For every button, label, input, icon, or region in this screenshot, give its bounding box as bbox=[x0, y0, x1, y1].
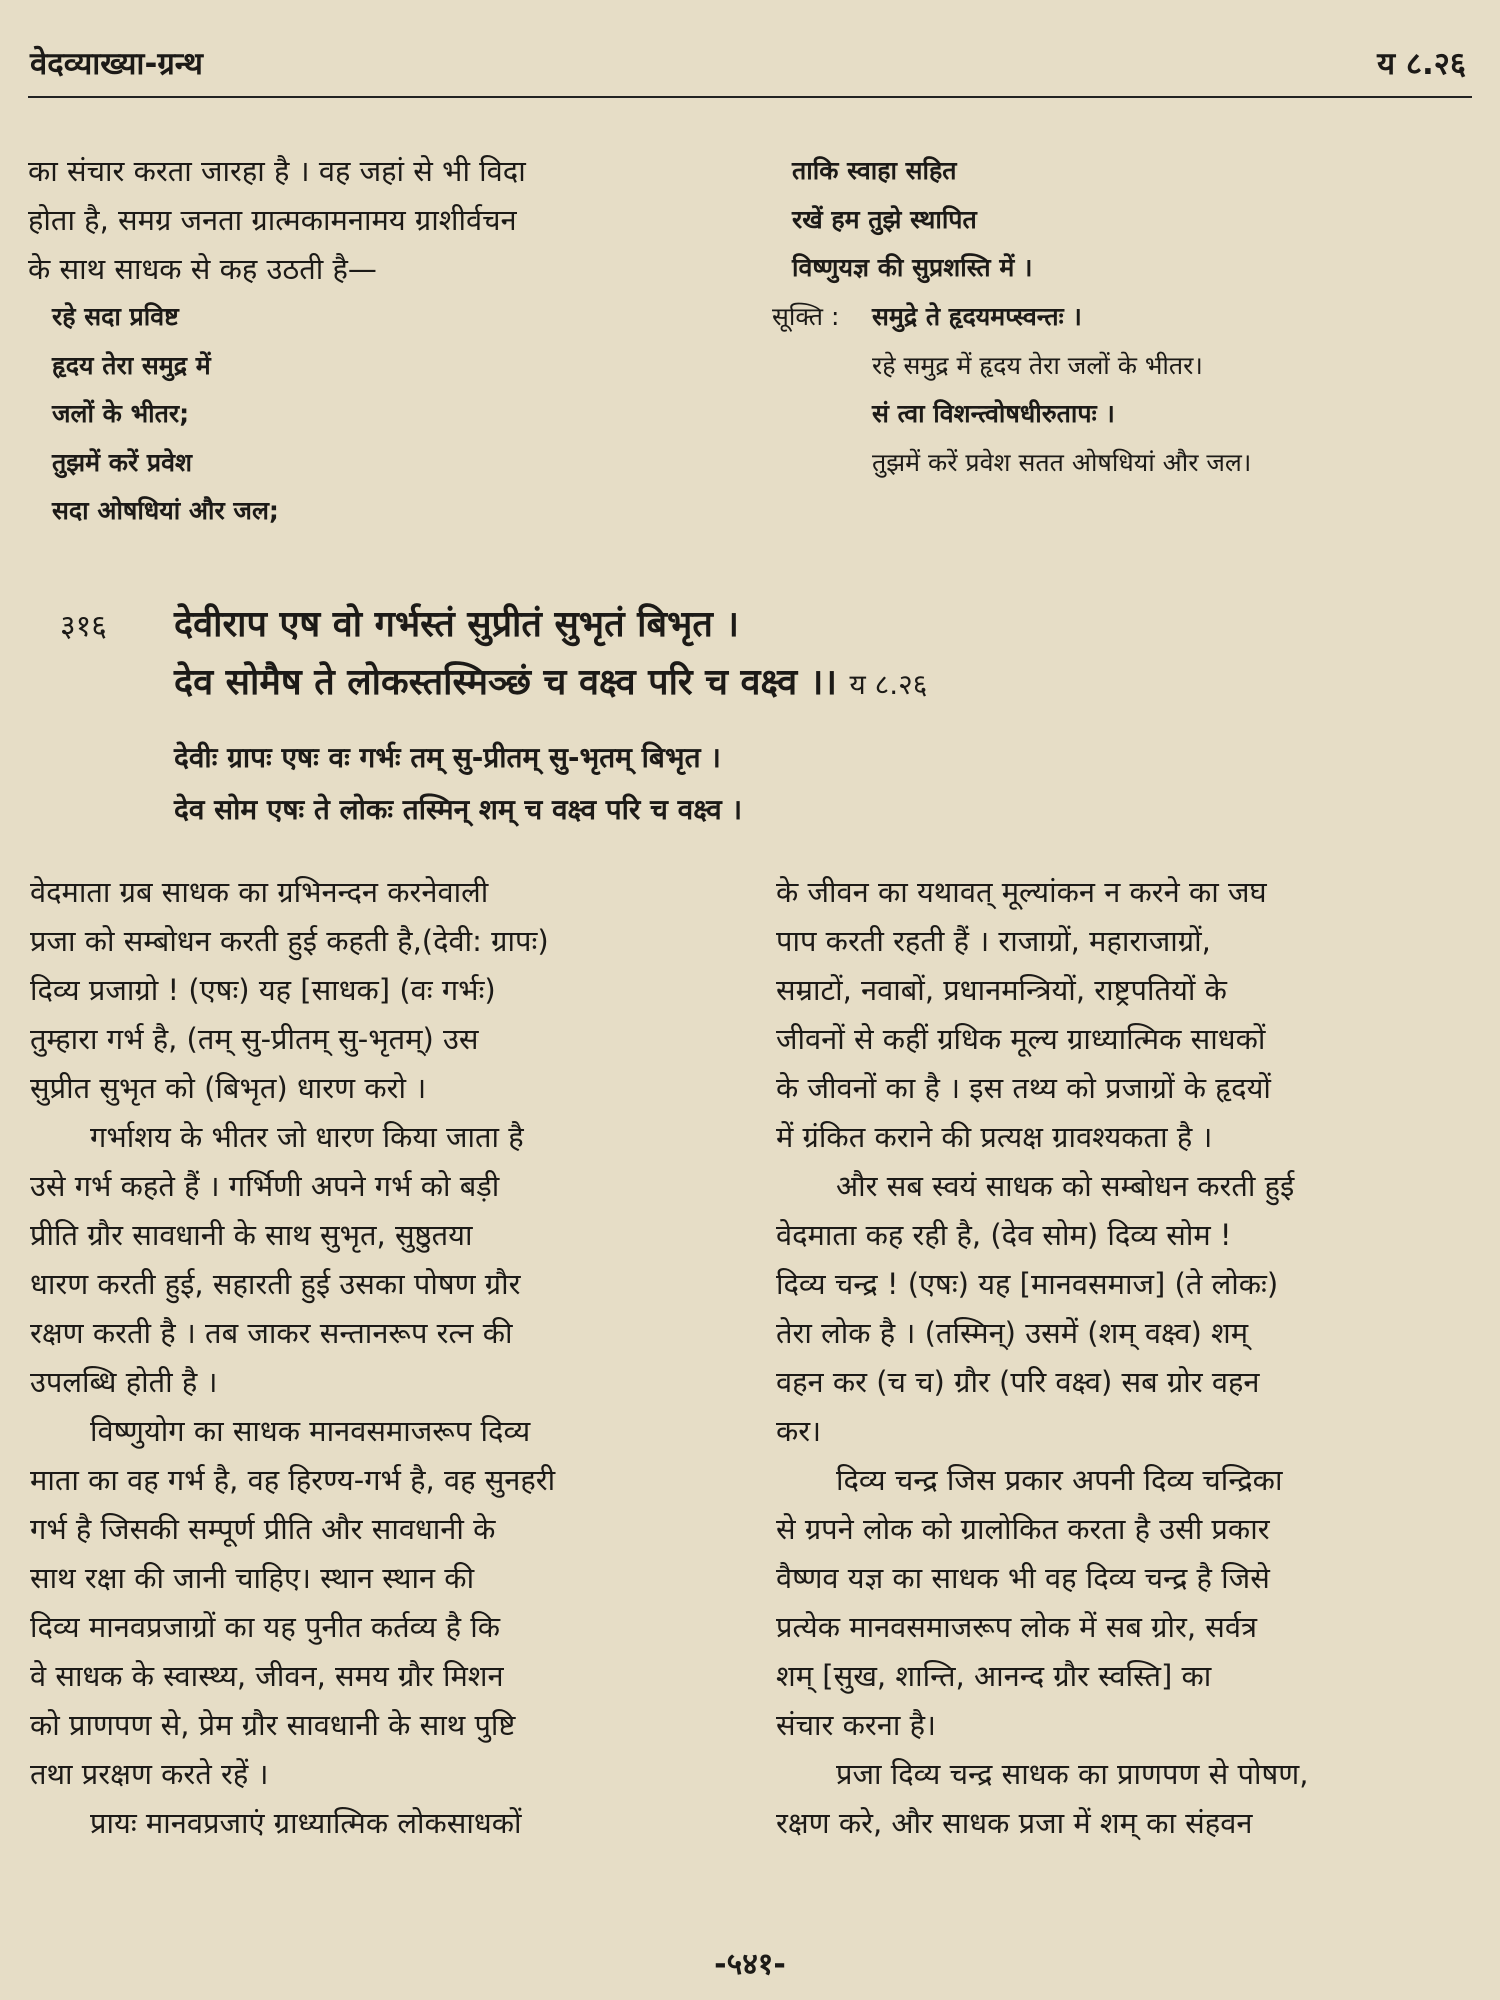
commentary-line: रक्षण करे, और साधक प्रजा में शम् का संहवन bbox=[776, 1806, 1253, 1840]
verse-line: रहे सदा प्रविष्ट bbox=[52, 302, 179, 331]
verse-line: ताकि स्वाहा सहित bbox=[792, 156, 957, 185]
commentary-line: वहन कर (च च) ग्रौर (परि वक्ष्व) सब ग्रोर वहन bbox=[776, 1365, 1260, 1399]
commentary-line: संचार करना है। bbox=[776, 1708, 936, 1742]
prose-line: के साथ साधक से कह उठती है— bbox=[28, 252, 377, 286]
commentary-line: तथा प्ररक्षण करते रहें । bbox=[30, 1757, 269, 1791]
padapatha-line-2: देव सोम एषः ते लोकः तस्मिन् शम् च वक्ष्व परि च वक्ष्व । bbox=[174, 793, 743, 826]
mantra-line-2: देव सोमैष ते लोकस्तस्मिञ्छं च वक्ष्व परि च वक्ष्व ।। bbox=[174, 662, 837, 703]
commentary-line: तुम्हारा गर्भ है, (तम् सु-प्रीतम् सु-भृतम्) उस bbox=[30, 1022, 479, 1056]
commentary-line: सम्राटों, नवाबों, प्रधानमन्त्रियों, राष्ट्रपतियों के bbox=[776, 973, 1227, 1007]
sukti-block bbox=[772, 293, 1251, 487]
commentary-line: साथ रक्षा की जानी चाहिए। स्थान स्थान की bbox=[30, 1561, 475, 1595]
commentary-line: पाप करती रहती हैं । राजाग्रों, महाराजाग्रों, bbox=[776, 924, 1211, 958]
mantra-line-1: देवीराप एष वो गर्भस्तं सुप्रीतं सुभृतं बिभृत । bbox=[174, 604, 740, 645]
commentary-line: वेदमाता ग्रब साधक का ग्रभिनन्दन करनेवाली bbox=[30, 875, 489, 909]
commentary-line: दिव्य प्रजाग्रो ! (एषः) यह [साधक] (वः गर्भः) bbox=[30, 973, 496, 1007]
commentary-line: कर। bbox=[776, 1414, 822, 1448]
prose-line: का संचार करता जारहा है । वह जहां से भी विदा bbox=[28, 154, 526, 188]
commentary-line: गर्भाशय के भीतर जो धारण किया जाता है bbox=[90, 1120, 524, 1154]
running-header-reference: य ८.२६ bbox=[1377, 46, 1466, 82]
sukti-label: सूक्ति : bbox=[772, 302, 840, 331]
commentary-line: माता का वह गर्भ है, वह हिरण्य-गर्भ है, वह सुनहरी bbox=[30, 1463, 556, 1497]
right-verse-block bbox=[790, 147, 1033, 293]
running-header-title: वेदव्याख्या-ग्रन्थ bbox=[30, 46, 203, 82]
top-left-prose bbox=[28, 147, 728, 294]
header-rule bbox=[28, 96, 1472, 98]
sukti-translation: तुझमें करें प्रवेश सतत ओषधियां और जल। bbox=[872, 447, 1252, 477]
commentary-line: दिव्य चन्द्र ! (एषः) यह [मानवसमाज] (ते लोकः) bbox=[776, 1267, 1279, 1301]
commentary-line: में ग्रंकित कराने की प्रत्यक्ष ग्रावश्यकता है । bbox=[776, 1120, 1213, 1154]
commentary-line: दिव्य चन्द्र जिस प्रकार अपनी दिव्य चन्द्रिका bbox=[836, 1463, 1283, 1497]
verse-line: तुझमें करें प्रवेश bbox=[52, 447, 193, 477]
commentary-line: विष्णुयोग का साधक मानवसमाजरूप दिव्य bbox=[90, 1414, 531, 1448]
mantra-number: ३१६ bbox=[60, 609, 107, 644]
prose-line: होता है, समग्र जनता ग्रात्मकामनामय ग्राशीर्वचन bbox=[28, 203, 517, 237]
commentary-line: प्रायः मानवप्रजाएं ग्राध्यात्मिक लोकसाधकों bbox=[90, 1806, 522, 1840]
sukti-sanskrit: समुद्रे ते हृदयमप्स्वन्तः । bbox=[872, 302, 1082, 331]
verse-line: जलों के भीतर; bbox=[52, 399, 190, 428]
padapatha-line-1: देवीः ग्रापः एषः वः गर्भः तम् सु-प्रीतम् सु-भृतम् बिभृत । bbox=[174, 741, 721, 774]
commentary-line: उपलब्धि होती है । bbox=[30, 1365, 218, 1399]
commentary-line: प्रीति ग्रौर सावधानी के साथ सुभृत, सुष्ठुतया bbox=[30, 1218, 473, 1252]
commentary-line: वेदमाता कह रही है, (देव सोम) दिव्य सोम ! bbox=[776, 1218, 1232, 1252]
commentary-line: से ग्रपने लोक को ग्रालोकित करता है उसी प्रकार bbox=[776, 1512, 1270, 1546]
commentary-line: रक्षण करती है । तब जाकर सन्तानरूप रत्न की bbox=[30, 1316, 513, 1350]
page-number: -५४१- bbox=[714, 1947, 786, 1982]
commentary-line: दिव्य मानवप्रजाग्रों का यह पुनीत कर्तव्य है कि bbox=[30, 1610, 500, 1644]
verse-line: विष्णुयज्ञ की सुप्रशस्ति में । bbox=[792, 253, 1033, 282]
verse-line: हृदय तेरा समुद्र में bbox=[52, 350, 211, 380]
sukti-translation: रहे समुद्र में हृदय तेरा जलों के भीतर। bbox=[872, 350, 1203, 380]
commentary-line: और सब स्वयं साधक को सम्बोधन करती हुई bbox=[836, 1169, 1295, 1203]
left-commentary-column bbox=[30, 868, 736, 1848]
verse-line: रखें हम तुझे स्थापित bbox=[792, 204, 977, 234]
commentary-line: वे साधक के स्वास्थ्य, जीवन, समय ग्रौर मिशन bbox=[30, 1659, 504, 1693]
commentary-line: जीवनों से कहीं ग्रधिक मूल्य ग्राध्यात्मिक साधकों bbox=[776, 1022, 1266, 1056]
commentary-line: प्रजा दिव्य चन्द्र साधक का प्राणपण से पोषण, bbox=[836, 1757, 1309, 1791]
commentary-line: के जीवन का यथावत् मूल्यांकन न करने का जघ bbox=[776, 875, 1267, 909]
commentary-line: वैष्णव यज्ञ का साधक भी वह दिव्य चन्द्र है जिसे bbox=[776, 1561, 1270, 1595]
commentary-line: उसे गर्भ कहते हैं । गर्भिणी अपने गर्भ को बड़ी bbox=[30, 1169, 500, 1203]
commentary-line: को प्राणपण से, प्रेम ग्रौर सावधानी के साथ पुष्टि bbox=[30, 1708, 516, 1742]
commentary-line: धारण करती हुई, सहारती हुई उसका पोषण ग्रौर bbox=[30, 1267, 521, 1301]
padapatha bbox=[174, 732, 742, 836]
left-verse-block bbox=[52, 293, 279, 536]
commentary-line: के जीवनों का है । इस तथ्य को प्रजाग्रों के हृदयों bbox=[776, 1071, 1271, 1105]
commentary-line: शम् [सुख, शान्ति, आनन्द ग्रौर स्वस्ति] का bbox=[776, 1659, 1212, 1693]
mantra-reference: य ८.२६ bbox=[849, 668, 928, 701]
mantra-text bbox=[174, 596, 927, 714]
commentary-line: प्रजा को सम्बोधन करती हुई कहती है,(देवी: ग्रापः) bbox=[30, 924, 549, 958]
verse-line: सदा ओषधियां और जल; bbox=[52, 496, 279, 525]
commentary-line: तेरा लोक है । (तस्मिन्) उसमें (शम् वक्ष्व) शम् bbox=[776, 1316, 1249, 1350]
right-commentary-column bbox=[776, 868, 1476, 1848]
sukti-sanskrit: सं त्वा विशन्त्वोषधीरुतापः । bbox=[872, 399, 1115, 428]
commentary-line: गर्भ है जिसकी सम्पूर्ण प्रीति और सावधानी के bbox=[30, 1512, 496, 1546]
commentary-line: प्रत्येक मानवसमाजरूप लोक में सब ग्रोर, सर्वत्र bbox=[776, 1610, 1257, 1644]
commentary-line: सुप्रीत सुभृत को (बिभृत) धारण करो । bbox=[30, 1071, 427, 1105]
